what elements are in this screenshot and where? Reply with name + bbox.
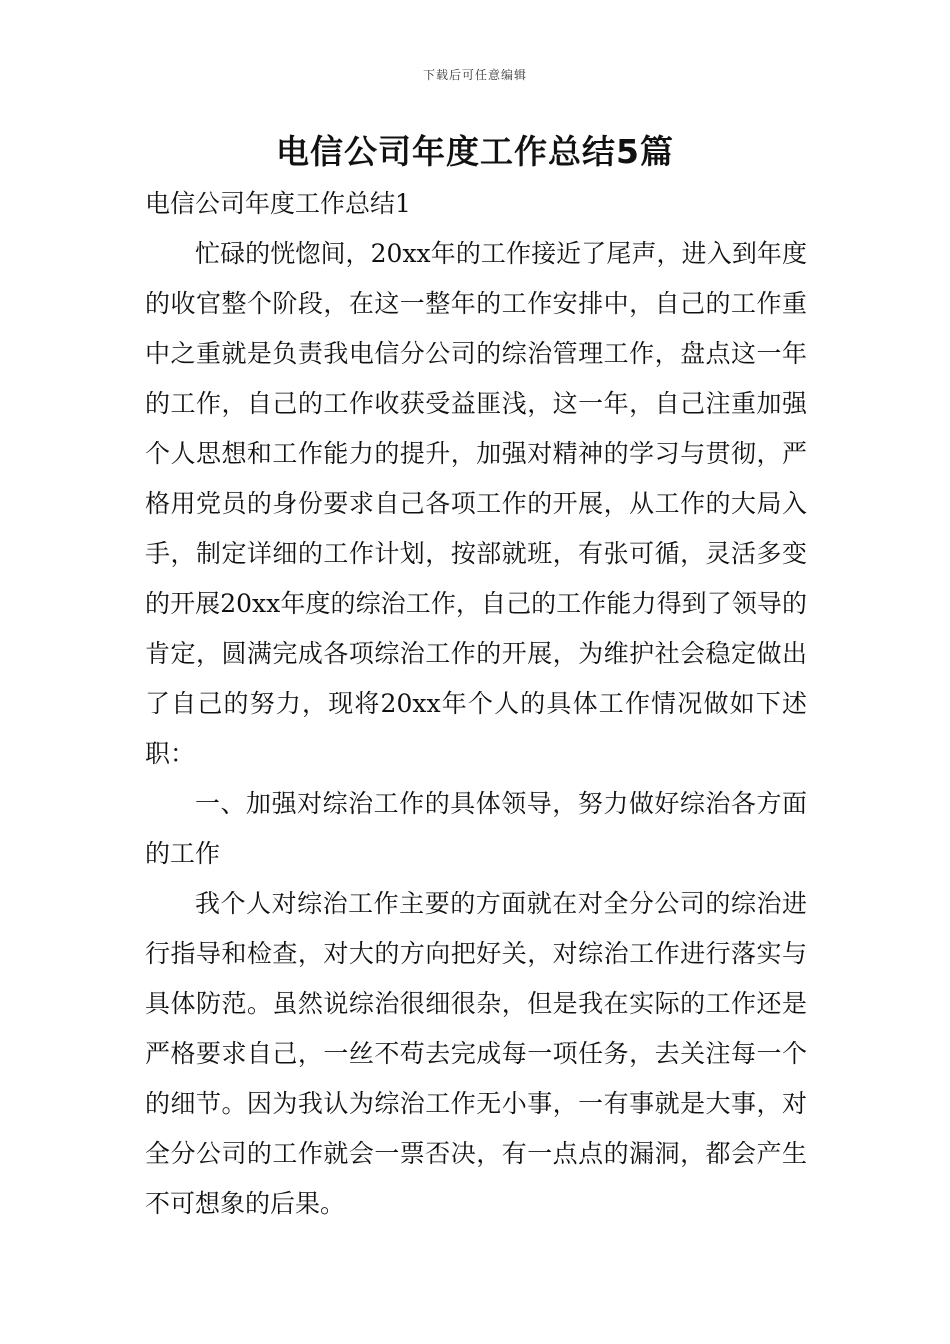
section-heading: 电信公司年度工作总结1 [145,189,411,218]
body-paragraph: 忙碌的恍惚间，20xx年的工作接近了尾声，进入到年度的收官整个阶段，在这一整年的工作安排中，自己的工作重中之重就是负责我电信分公司的综治管理工作，盘点这一年的工作，自己的工作收获受益匪浅，这一年，自己注重加强个人思想和工作能力的提升，加强对精神的学习与贯彻，严格用党员的身份要求自己各项工作的开展，从工作的大局入手，制定详细的工作计划，按部就班，有张可循，灵活多变的开展20xx年度的综治工作，自己的工作能力得到了领导的肯定，圆满完成各项综治工作的开展，为维护社会稳定做出了自己的努力，现将20xx年个人的具体工作情况做如下述职： [145,239,807,768]
body-paragraph: 我个人对综治工作主要的方面就在对全分公司的综治进行指导和检查，对大的方向把好关，对综治工作进行落实与具体防范。虽然说综治很细很杂，但是我在实际的工作还是严格要求自己，一丝不苟去完成每一项任务，去关注每一个的细节。因为我认为综治工作无小事，一有事就是大事，对全分公司的工作就会一票否决，有一点点的漏洞，都会产生不可想象的后果。 [145,889,807,1218]
document-body [145,179,807,1229]
document-title: 电信公司年度工作总结5篇 [276,132,674,171]
header-note: 下载后可任意编辑 [422,68,527,82]
subsection-heading: 一、加强对综治工作的具体领导，努力做好综治各方面的工作 [145,789,807,868]
